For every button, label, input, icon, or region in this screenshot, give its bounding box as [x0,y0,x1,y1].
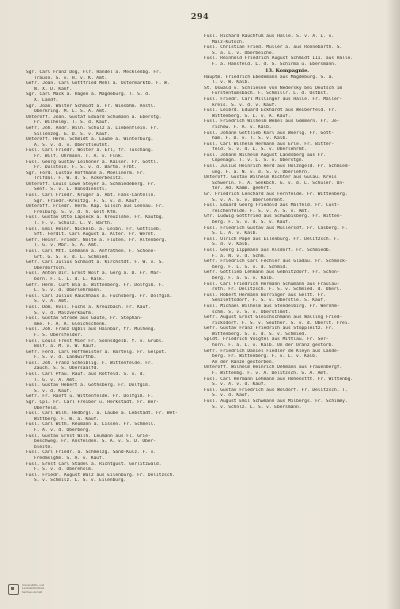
entry-line: schm. S. v. S. v. Oberstlmnt. [212,309,291,315]
entry-line: horn. F. a. L. v. Kalb. Un der Oranz gestorb. [212,343,334,349]
entry-line: F. a. N. v. d. Schm. [212,253,267,259]
entry-line: Füsl. Joh. Franz Ugbil aus Hainbar, fr. Mülheng. [26,327,157,333]
entry-line: mke. F. A. A. Gleichschenk. [34,321,108,327]
entry-line: F. Wittenbg. F. v. A. Delitzsch. S. A. Amt. [212,371,329,377]
entry-line: Füsl. Carl Friedr. a. Schmelzg. Sand-Kulz. F. v. [26,450,157,456]
entry-line: Füsl. Carl Wilhelm Hermann aus Erle. Fr. Bitter- [204,141,335,147]
entry-line: Füsl. Richard Rauchfuß aus Halle. S. v. A. L. v. [204,34,335,39]
entry-line: Freiburg. S. v. d. h. Gelt Kfm. [34,209,118,215]
logo-line-3: Sachsen-Anhalt [22,590,43,594]
entry-line: Hauptm. Friedrich Ebedemann aus Magdeburg. S. a. [204,74,335,80]
entry-line: berg. F. S. v. d. S. v. Kauf. [212,220,291,225]
entry-line: Füsl. Georg Gustav Leihoner a. Kaiser. Fr. Gottl. [26,159,159,165]
entry-line: Füsl. Gustav Strode aus Gaute, Fr. Stephan- [26,316,143,322]
entry-line: Füsl. Dom. Hvil. Fuchs a. Kreuzbach. Fr. Kauf. [26,304,151,310]
entry-line: S. v. Schmilz. L. S. v. Eilenburg. [34,478,127,484]
entry-line: Fredmslghm. S. A. v. Kauf. [34,455,105,461]
left-column [26,70,192,484]
entry-line: A. S. v. d. v. Oberstleutnt. [34,142,110,148]
entry-line: Fr. Dulstein. F. S. v. d. Bartm. Frbt. [34,165,137,171]
entry-line: Gefr. Joh. Andr. Wilh. Schulz a. Liebenflein. Fr. [26,125,159,131]
gutter-shadow [386,0,400,609]
entry-line: F. S. v. d. Landwirthb. [34,355,97,361]
entry-line: S. a. L. v. Oberbeiche. [212,50,275,56]
entry-line: F. S. Obersfelder. [34,332,83,338]
entry-line: Gefr. Gustav Franz Friedrich aus Stöppleitz. Fr. [204,326,335,332]
entry-line: S. v. d. Kauf. [34,388,72,394]
entry-line: Gfr. Ludwig Gottfried aus Schwäbisberg. Fr. Witten- [204,214,343,220]
entry-line: T. v. W. Kalb. [212,80,250,86]
entry-line: Unteroff. Herm. Schmidt a. Laube a. Winterburg. [26,137,154,143]
entry-line: Gefr. Friedrich Carl Fechler aus Gladau. Fr. Schmöck- [204,259,348,265]
entry-line: Zauch. S. S. Obersaalfd. [34,366,100,372]
entry-line: ung. F. a. N. v. d. S. v. Oberlehrn. [212,169,310,175]
entry-line: Unteroff. Gustav Wilhelm Richter aus Gulau. Kreis [204,175,337,181]
entry-line: Füsl. Georg Lippmann aus Alsdorf. Fr. Schmiedb. [204,247,332,253]
entry-line: Füsl. Gustav Otto Lapseck a. Kreuzlohe. Fr. Kautbg. [26,215,165,221]
entry-line: Füsl. Carl Wilh. Hedbrgl. a. Laube a. Lebstadt. Fr. Wet- [26,411,178,417]
library-logo-icon [8,584,19,595]
entry-line: Oberdörfsch. [34,265,67,271]
entry-line: feld. S. v. d. L. S. v. Oberlehrmt. [212,147,307,153]
logo-line-2: Landesbibliothek [22,587,45,591]
entry-line: Füsl. Robert Hermann Borringer aus Geltt. Fr. [204,292,326,298]
entry-line: Sgr. Carl Mack a. Hagen a. Magdeburg. T. S. d. [26,92,151,98]
entry-line: Füsl. Ulrich Pape aus Eilenburg. Fr. Delitzsch. F. [204,236,340,242]
entry-line: Füsl. Johann Wilhelm August Landsberg aus Fr. [204,152,326,158]
entry-line: Grt. G. S. v. d. L. Schmied. [34,254,110,260]
page-number: 294 [190,11,210,21]
entry-line: Gefr. Heinr. Friedr. Nolte a. Fluten. Fr. Altenberg. [26,237,167,243]
entry-line: Oberkring. M. L. S. A. Amt. [34,109,108,115]
entry-line: F. S. v. d. Oberehslm. [34,467,94,473]
entry-line: beschweg. Fr. Ansfelden. S. A. v. S. D. Ober- [34,439,156,445]
entry-line: Füsl. Friedrich Gustav aus Müllersdf. Fr. Casberg. F. [204,225,348,231]
library-logo [8,579,68,599]
entry-line: Wittenberg. S. L. v. A. Kauf. [212,113,291,119]
entry-line: Schwerin. F. A. Senkbch. G. v. d. L. Schüler. Un- [212,180,345,186]
entry-line: Füsl. Joh. Franz Scheiblig. F. Wittenfelde. Fr. [26,360,154,366]
entry-line: F. a. Hansfeld. L. d. S. Schirma u. Ebersmann. [212,61,337,67]
entry-line: S. L. A. v. Kalb. [212,231,259,237]
entry-line: Füsl. Leibrd. Eduard Eckhardt aus Weiberfeld. Fr. [204,108,337,114]
entry-line: roth. Fr. Delitzsch. F. S. v. Schmied. d. Oberl. [212,287,343,293]
entry-line: bleite. [34,444,53,450]
entry-line: Trauso. S. v. H. v. K. Amt. [34,75,108,81]
entry-line: Unteroff. Friedr. Herm. Kap. Gilsch aus Lennau. Fr. [26,204,165,210]
entry-line: Füsl. Gustav Hebert a. Gothsberg. Fr. Dolfgiß. [26,383,151,389]
entry-line: Füsl. Louis Frest Mier Fr. Sonnsdgelb. f. v. Grubl. [26,338,165,344]
entry-line: Sgr. Joan. Walter Schmidt a. Fr. Wiesbhm. Anstl. [26,103,157,109]
entry-line: Füsl. Gustav Ernst Wilh. Leumann aus Fl. Grie- [26,433,151,439]
entry-line: Cöpenagn. T. v. L. S. v. Oberstgn. [212,158,305,164]
entry-line: Unteroff. Joan. Gustaf Eduard Schumann a. Eberstg. [26,114,162,120]
entry-line: Gr. Friedrich Lenchard aus Fernfelde. Fr. Wittenberg. [204,192,348,198]
entry-line: Gefr. August Ernst Gleichschmann aus Walling Fried- [204,315,343,321]
entry-line: berg. Fr. Wittenberg. F. v. L. v. Kalb. [212,354,318,360]
entry-line: Füsl. Christian Fried. Müller a. aus Ronnebarth. S. [204,45,343,51]
entry-line: Füsl. Eduard Georg Friedold aus Malfeld. Fr. Cust- [204,203,340,209]
entry-line: Gefr. Friedrich Daniel Fiedler de Kleyn aus Lande- [204,348,340,354]
entry-line: S. v. A. Amt. [34,299,70,305]
entry-line: T. G. v. Mbr. S. A. Amt. [34,243,100,249]
entry-line: Gefr. Gottlieb Lehmann aus Gebnitzdorf. Fr. Schön- [204,270,340,276]
entry-line: Füsl. Ernst Carl Stadel a. Richtgust. Gorlitzwald. [26,461,162,467]
entry-line: Unteroff. Wilhelm Heinrich Dehmann aus Frauenbergf. [204,365,343,371]
entry-line: Füsl. Friedrich Wilhelm Weßel aus Gommern. Fr. Je- [204,119,340,125]
entry-line: Fr. Wilf. Ohrmann. T. A. v. Flnk. [34,153,124,159]
entry-line: Sgr. Cpl. Fr. Carl Freiber u. Herkstadt. Fr. Ber- [26,400,159,406]
entry-line: Füsl. Gustav Friedrich aus Wöldorf. Fr. Delitzsch. T. [204,387,348,393]
entry-line: ham. F. D. v. T. S. v. Kalb. [212,136,288,142]
section-heading: 13. Kompagnie. [265,67,309,74]
entry-line: Füsl. Friedr. Carl Millinger aus Halle. Fr. Maller- [204,96,343,102]
entry-line: X. Landf. [34,97,59,103]
entry-line: Sft. Ferdit. Carl August a. Alter. Fr. Wernt. [34,232,156,238]
entry-line: S. v. d. Malzverkaufm. [34,310,94,316]
entry-line: T. G. v. A. Amt. [34,377,78,383]
entry-line: Füsl. Emil Heinr. Nickelb. a. Leibn. Fr. Gottlieb. [26,226,162,232]
entry-line: Wittberg. F. W. a. Kauf. [34,416,100,422]
entry-line: N. X. D. Kanf. [34,86,72,92]
entry-line: Sgr. Carl Franz Dog, Flr. Handel a. Mecklenbg. Fr. [26,70,162,75]
entry-line: Füsl. Carl Mtt. Lehmann a. Anfrathen. F. Schöne- [26,249,157,254]
entry-line: St. Oswald v. Schliesen von Nedersky bei Deutsch im [204,85,343,91]
entry-line: born. F. L. L. d. L. Kalk. [34,276,105,282]
entry-line: S. d. v. Kalb. [212,242,250,248]
entry-line: An der Ranze gestorben. [212,359,275,365]
entry-line: Bolf. a. M. v. W. Kauf. [34,344,97,350]
entry-line: Gefr. Ferd. Carl Hoffmeister a. Hartelg. Fr. Gelpöt. [26,349,167,355]
entry-line: richow. F. A. v. Kalb. [212,124,272,130]
entry-line: Gefr. Carl Julius Schmidt a. Kirchstdt. F. W. v. S. [26,260,165,266]
entry-line: Fr. Wilhelmy. T. S. d. Kauf. [34,120,110,126]
entry-line: reichenfelde. F. S. v. A. S. v. Amt. [212,208,310,214]
right-column [204,34,370,410]
entry-line: Füsl. Reinhold Friedrich August Schmidt III. aus Halle. [204,56,354,62]
entry-line: berg. F. L. S. v. d. Schmid. [212,264,288,270]
entry-line: Fürstentumsbach. F. Schmillr. L. d. Ostbst. [212,91,329,97]
entry-line: Senzlettsdorf. F. S. v. Oberstle. S. Kauf. [212,298,326,304]
entry-line: Füsl. Carl Friedr. Wolter a. Erl, fr. Tuschang. [26,148,154,154]
entry-line: Spldt. Friedrich Voigtel aus Mittlau. Fr. Ser- [204,337,329,343]
right-column-top-entries [204,34,370,68]
entry-line: Füsl. Carl Friedr. Krüger a. Abt. Fans-Cantelln. [26,193,157,199]
entry-line: ter. Ad. Kamm. geehrt. [212,186,272,192]
entry-line: berg. F. a. S. v. Kalb. [212,275,275,281]
entry-line: T. F. v. Schulz. L. V. Barth. [34,221,113,227]
entry-line: Füsl. Carl Julius Rauchhaus a. Fuchsberg. Fr. Dolfgiß. [26,293,173,299]
entry-line: Gefr. Herm. Curt Bla a. Wittenberg. Fr. Dolfgiß. F. [26,282,165,288]
entry-line: L. S. v. d. Oberlehrmann. [34,288,102,294]
entry-line: Trifdal. F. W. d. S. Ackerbesitz. [34,176,124,182]
entry-line: Gefr. Joan. Carl Gottfried Mehl a. Ostermarktb. F. W. [26,81,170,87]
entry-line: Füsl. Carl Pfau. Rauf. aus Rotfeld. S. v. d. [26,372,146,378]
entry-line: Füsl. Julius Heinrich Herd aus Holzngeld. Fr. Schmied- [204,164,351,170]
entry-line: Füsl. Johann Gottlieb Karl aus Woerlg. Fr. Gott- [204,130,335,136]
entry-line: Füsl. Anton Dir. Ernst Wolf a. Gerg a. D. Fr. Mar- [26,271,162,277]
right-column-entries [204,75,370,411]
entry-line: Füsl. Carl Friedrich Hermann Schumann aus Fraulau- [204,281,340,287]
entry-line: Füsl. August Emil Schwmann aus Milbergs. Fr. Schimmy. [204,399,348,404]
entry-line: S. v. Schnlz. L. S. v. Ebersmann. [212,404,302,410]
entry-line: kreis. S. v. d. v. Kauf. [212,102,278,108]
entry-line: ricksdorf. F. S. v. Seuther. S. v. d. Oberlt. Frei. [212,320,351,326]
logo-line-1: Universitäts- und [22,584,45,588]
entry-line: Füsl. Friedr. August Walz aus Eilenburg. Fr. Delitzsch. [26,472,176,478]
entry-line: Wittenberg. S. v. d. S. v. Schmied. [212,331,307,337]
entry-line: S. v. A. v. d. Kauf. [212,382,267,388]
entry-line: S. v. d. Kauf. [212,393,250,399]
entry-line: S. v. A. S. v. Oberlehrmnt. [212,197,286,203]
entry-line: Füsl. Michael Wilhelm aus Stendelbirg. Fr. Wernhm- [204,303,340,309]
entry-line: Füsl. Carl With. Reumann a. Lissen. Fr. Schmell. [26,422,157,428]
entry-line: Sgr. Ford. Lustav Hoffmann a. Moelinerm. Fr. [26,170,146,176]
entry-line: F. A. v. d. Oberberg. [34,428,91,433]
entry-line: Malz-Kutsch. [212,39,245,45]
entry-line: Füsl. Carl Hermann Lehmann aus Hohensttt. Fr. Wittenbg. [204,376,354,382]
entry-line: Senf. S. v. L. Hansdienstl. [34,187,108,193]
entry-line: Sgr. Friedr.-Kreitzg. F. S. v. d. Kauf. [34,198,140,204]
entry-line: Oberfeld. [34,405,59,411]
entry-line: Gefr. Fr. Ranft u. Wittenfelde. Fr. Dolfgiß. F. [26,394,154,400]
entry-line: Unteroff. Louis Lowe Steyer a. Schmiedeberg. Fr. [26,181,157,187]
entry-line: Sillenzeg. G. D. S. v. Kauf. [34,131,110,137]
library-logo-text [22,584,44,594]
